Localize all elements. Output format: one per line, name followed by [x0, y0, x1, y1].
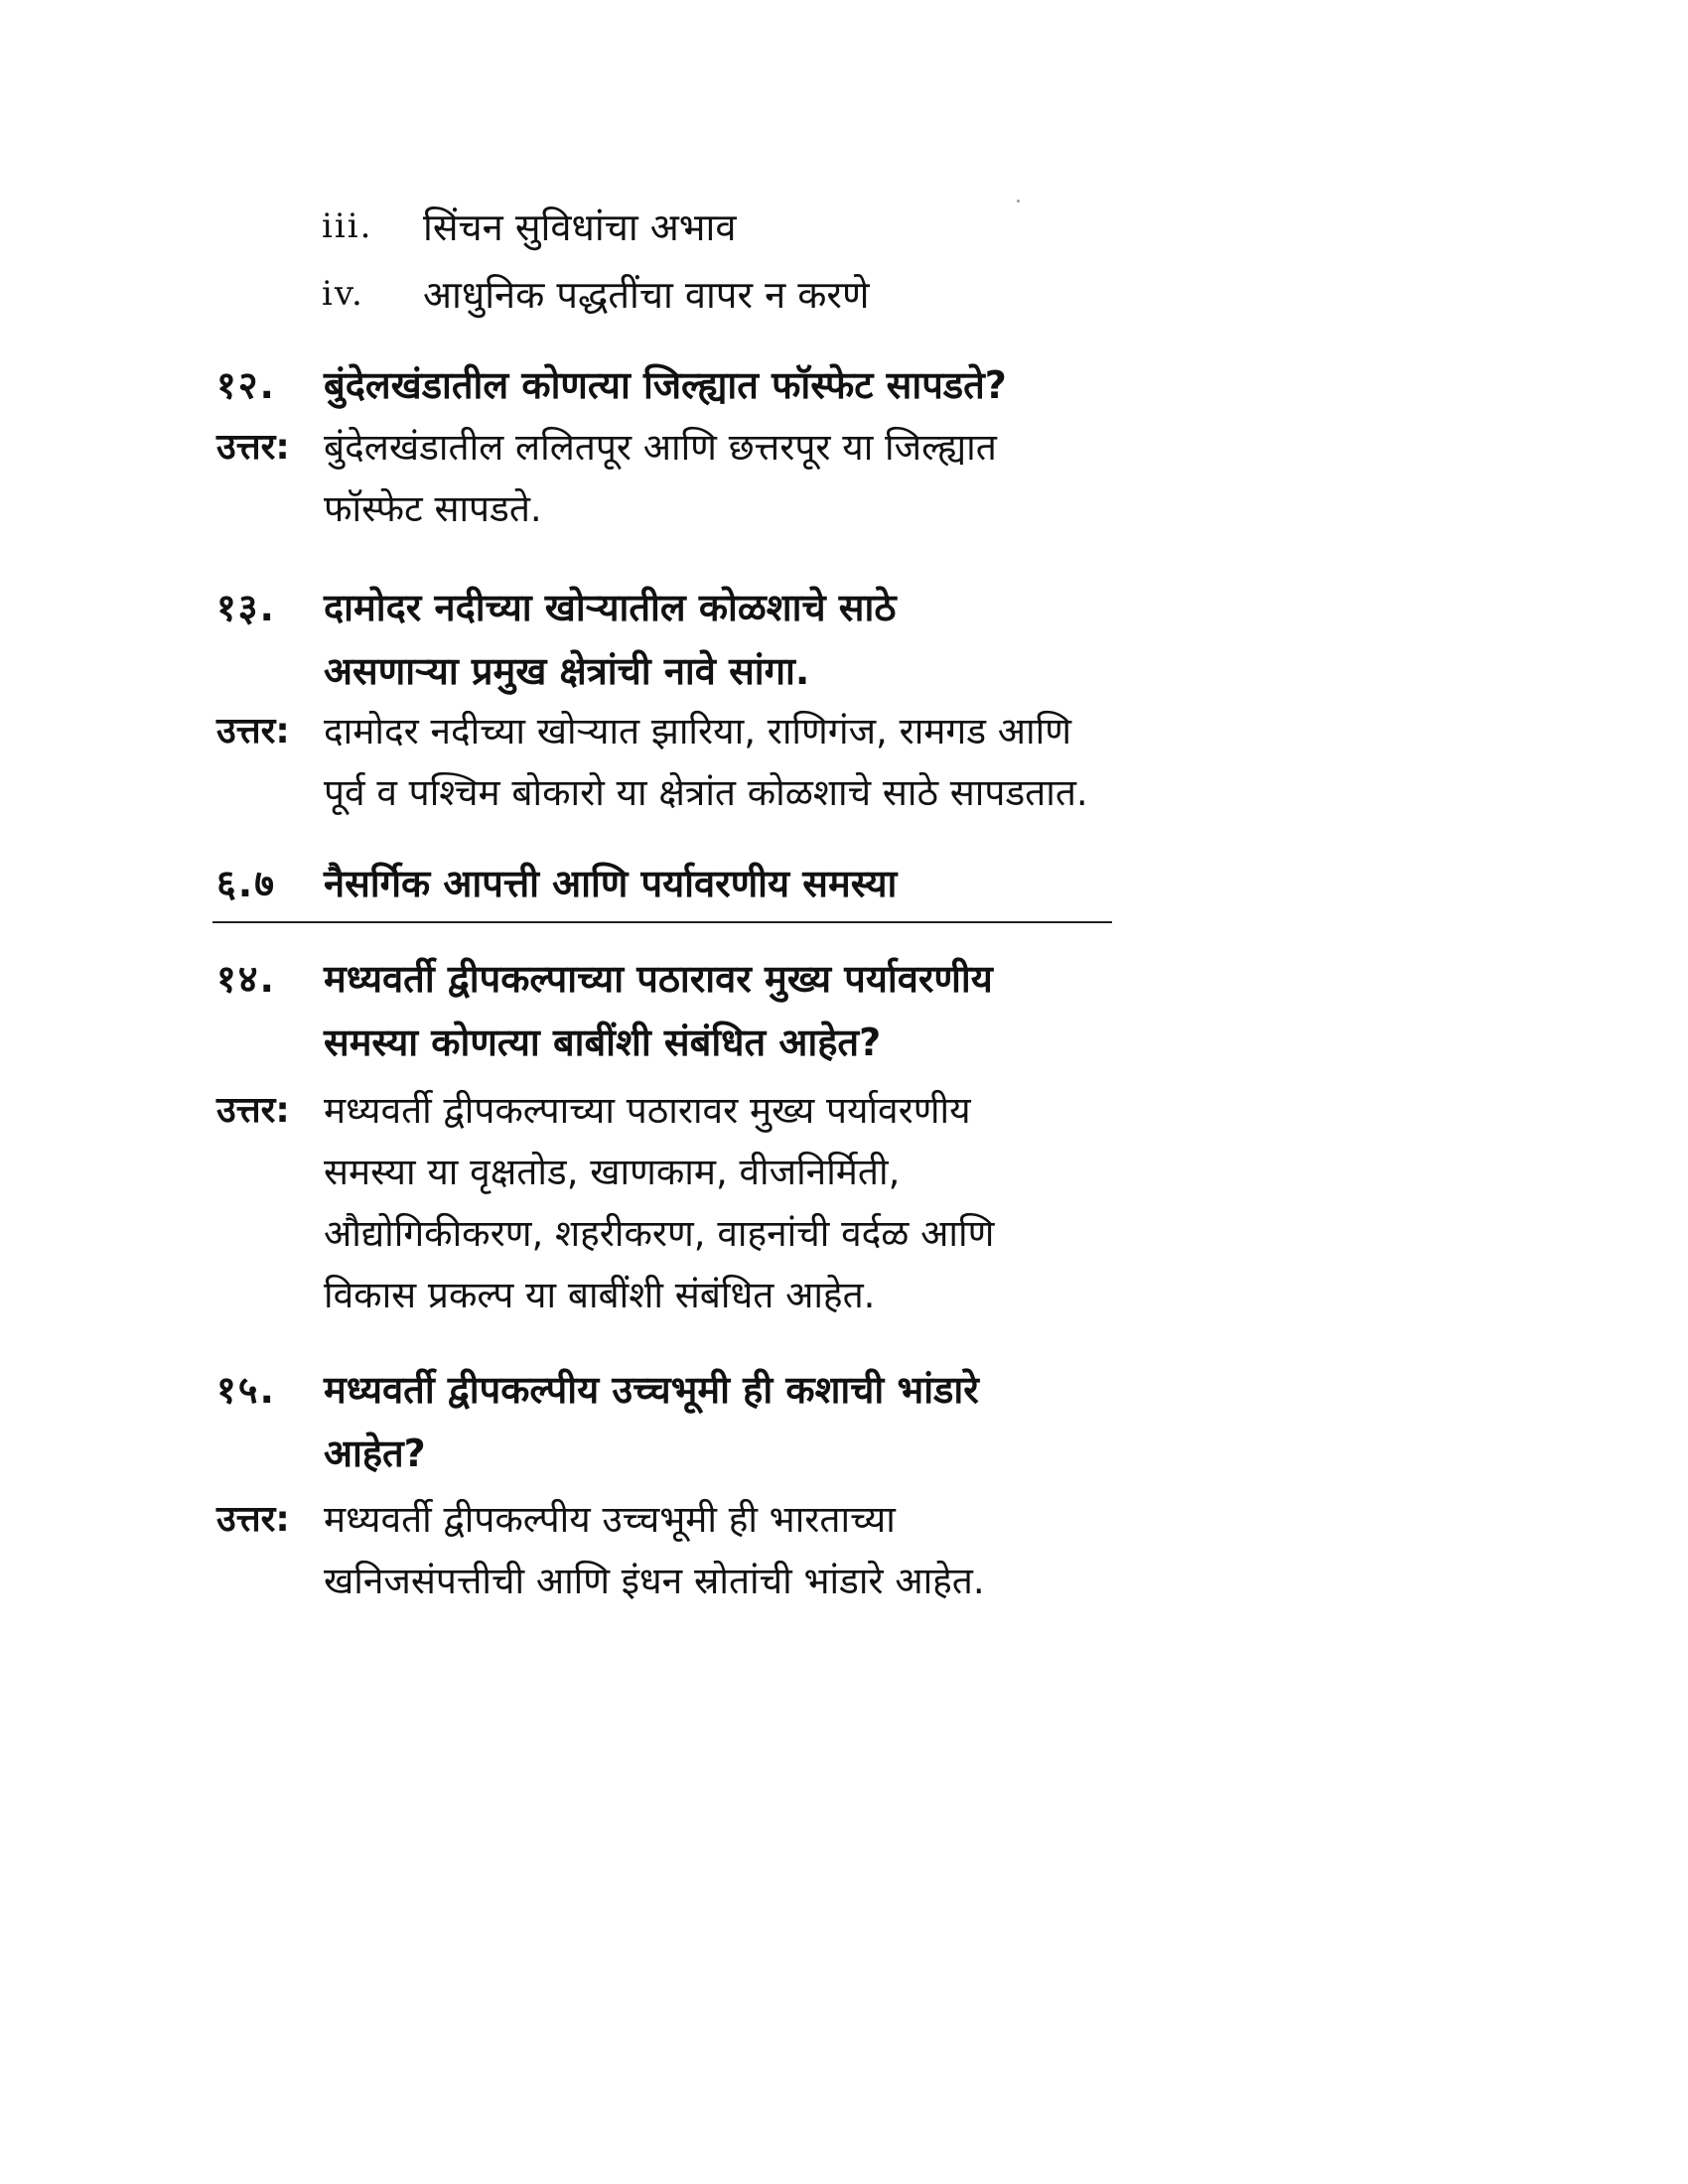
question-text — [324, 947, 1108, 1074]
answer-line: दामोदर नदीच्या खोऱ्यात झारिया, राणिगंज, रामगड आणि — [324, 710, 1071, 752]
answer-label: उत्तर: — [216, 711, 290, 751]
question-line: बुंदेलखंडातील कोणत्या जिल्ह्यात फॉस्फेट सापडते? — [324, 363, 1007, 407]
section-divider — [212, 921, 1112, 923]
question-number: १२. — [216, 363, 276, 407]
question-line: असणाऱ्या प्रमुख क्षेत्रांची नावे सांगा. — [324, 649, 810, 693]
answer-line: पूर्व व पश्चिम बोकारो या क्षेत्रांत कोळशाचे साठे सापडतात. — [324, 771, 1088, 814]
question-line: दामोदर नदीच्या खोऱ्यातील कोळशाचे साठे — [324, 586, 897, 629]
section-heading — [216, 852, 897, 915]
answer-line: विकास प्रकल्प या बाबींशी संबंधित आहेत. — [324, 1274, 876, 1316]
list-item-text: सिंचन सुविधांचा अभाव — [423, 205, 737, 249]
answer-line: मध्यवर्ती द्वीपकल्पीय उच्चभूमी ही भारताच्या — [324, 1498, 896, 1541]
question-text — [324, 576, 1108, 703]
answer-label: उत्तर: — [216, 427, 290, 468]
question-line: मध्यवर्ती द्वीपकल्पाच्या पठारावर मुख्य पर्यावरणीय — [324, 957, 993, 1001]
answer-line: फॉस्फेट सापडते. — [324, 487, 542, 530]
answer-text — [324, 417, 1108, 540]
list-item-iv — [322, 262, 869, 326]
list-item-text: आधुनिक पद्धतींचा वापर न करणे — [423, 273, 870, 317]
scan-speck — [1017, 200, 1020, 203]
question-line: आहेत? — [324, 1432, 426, 1475]
answer-line: खनिजसंपत्तीची आणि इंधन स्रोतांची भांडारे आहेत. — [324, 1560, 985, 1602]
answer-text — [324, 1080, 1108, 1326]
question-text — [324, 353, 1108, 417]
answer-label: उत्तर: — [216, 1499, 290, 1540]
answer-line: बुंदेलखंडातील ललितपूर आणि छत्तरपूर या जिल्ह्यात — [324, 426, 997, 469]
answer-text — [324, 1489, 1108, 1612]
answer-line: औद्योगिकीकरण, शहरीकरण, वाहनांची वर्दळ आणि — [324, 1212, 995, 1255]
question-line: मध्यवर्ती द्वीपकल्पीय उच्चभूमी ही कशाची भांडारे — [324, 1368, 979, 1412]
question-text — [324, 1358, 1108, 1485]
question-number: १५. — [216, 1368, 276, 1412]
answer-line: समस्या या वृक्षतोड, खाणकाम, वीजनिर्मिती, — [324, 1151, 901, 1193]
answer-text — [324, 701, 1108, 824]
question-line: समस्या कोणत्या बाबींशी संबंधित आहेत? — [324, 1021, 882, 1064]
answer-line: मध्यवर्ती द्वीपकल्पाच्या पठारावर मुख्य पर्यावरणीय — [324, 1089, 971, 1132]
question-number: १३. — [216, 586, 276, 629]
section-title: नैसर्गिक आपत्ती आणि पर्यावरणीय समस्या — [324, 862, 898, 905]
list-item-number: iii. — [322, 206, 373, 246]
section-number: ६.७ — [216, 862, 276, 905]
list-item-number: iv. — [322, 274, 364, 314]
question-number: १४. — [216, 957, 276, 1001]
list-item-iii — [322, 195, 736, 258]
answer-label: उत्तर: — [216, 1090, 290, 1131]
